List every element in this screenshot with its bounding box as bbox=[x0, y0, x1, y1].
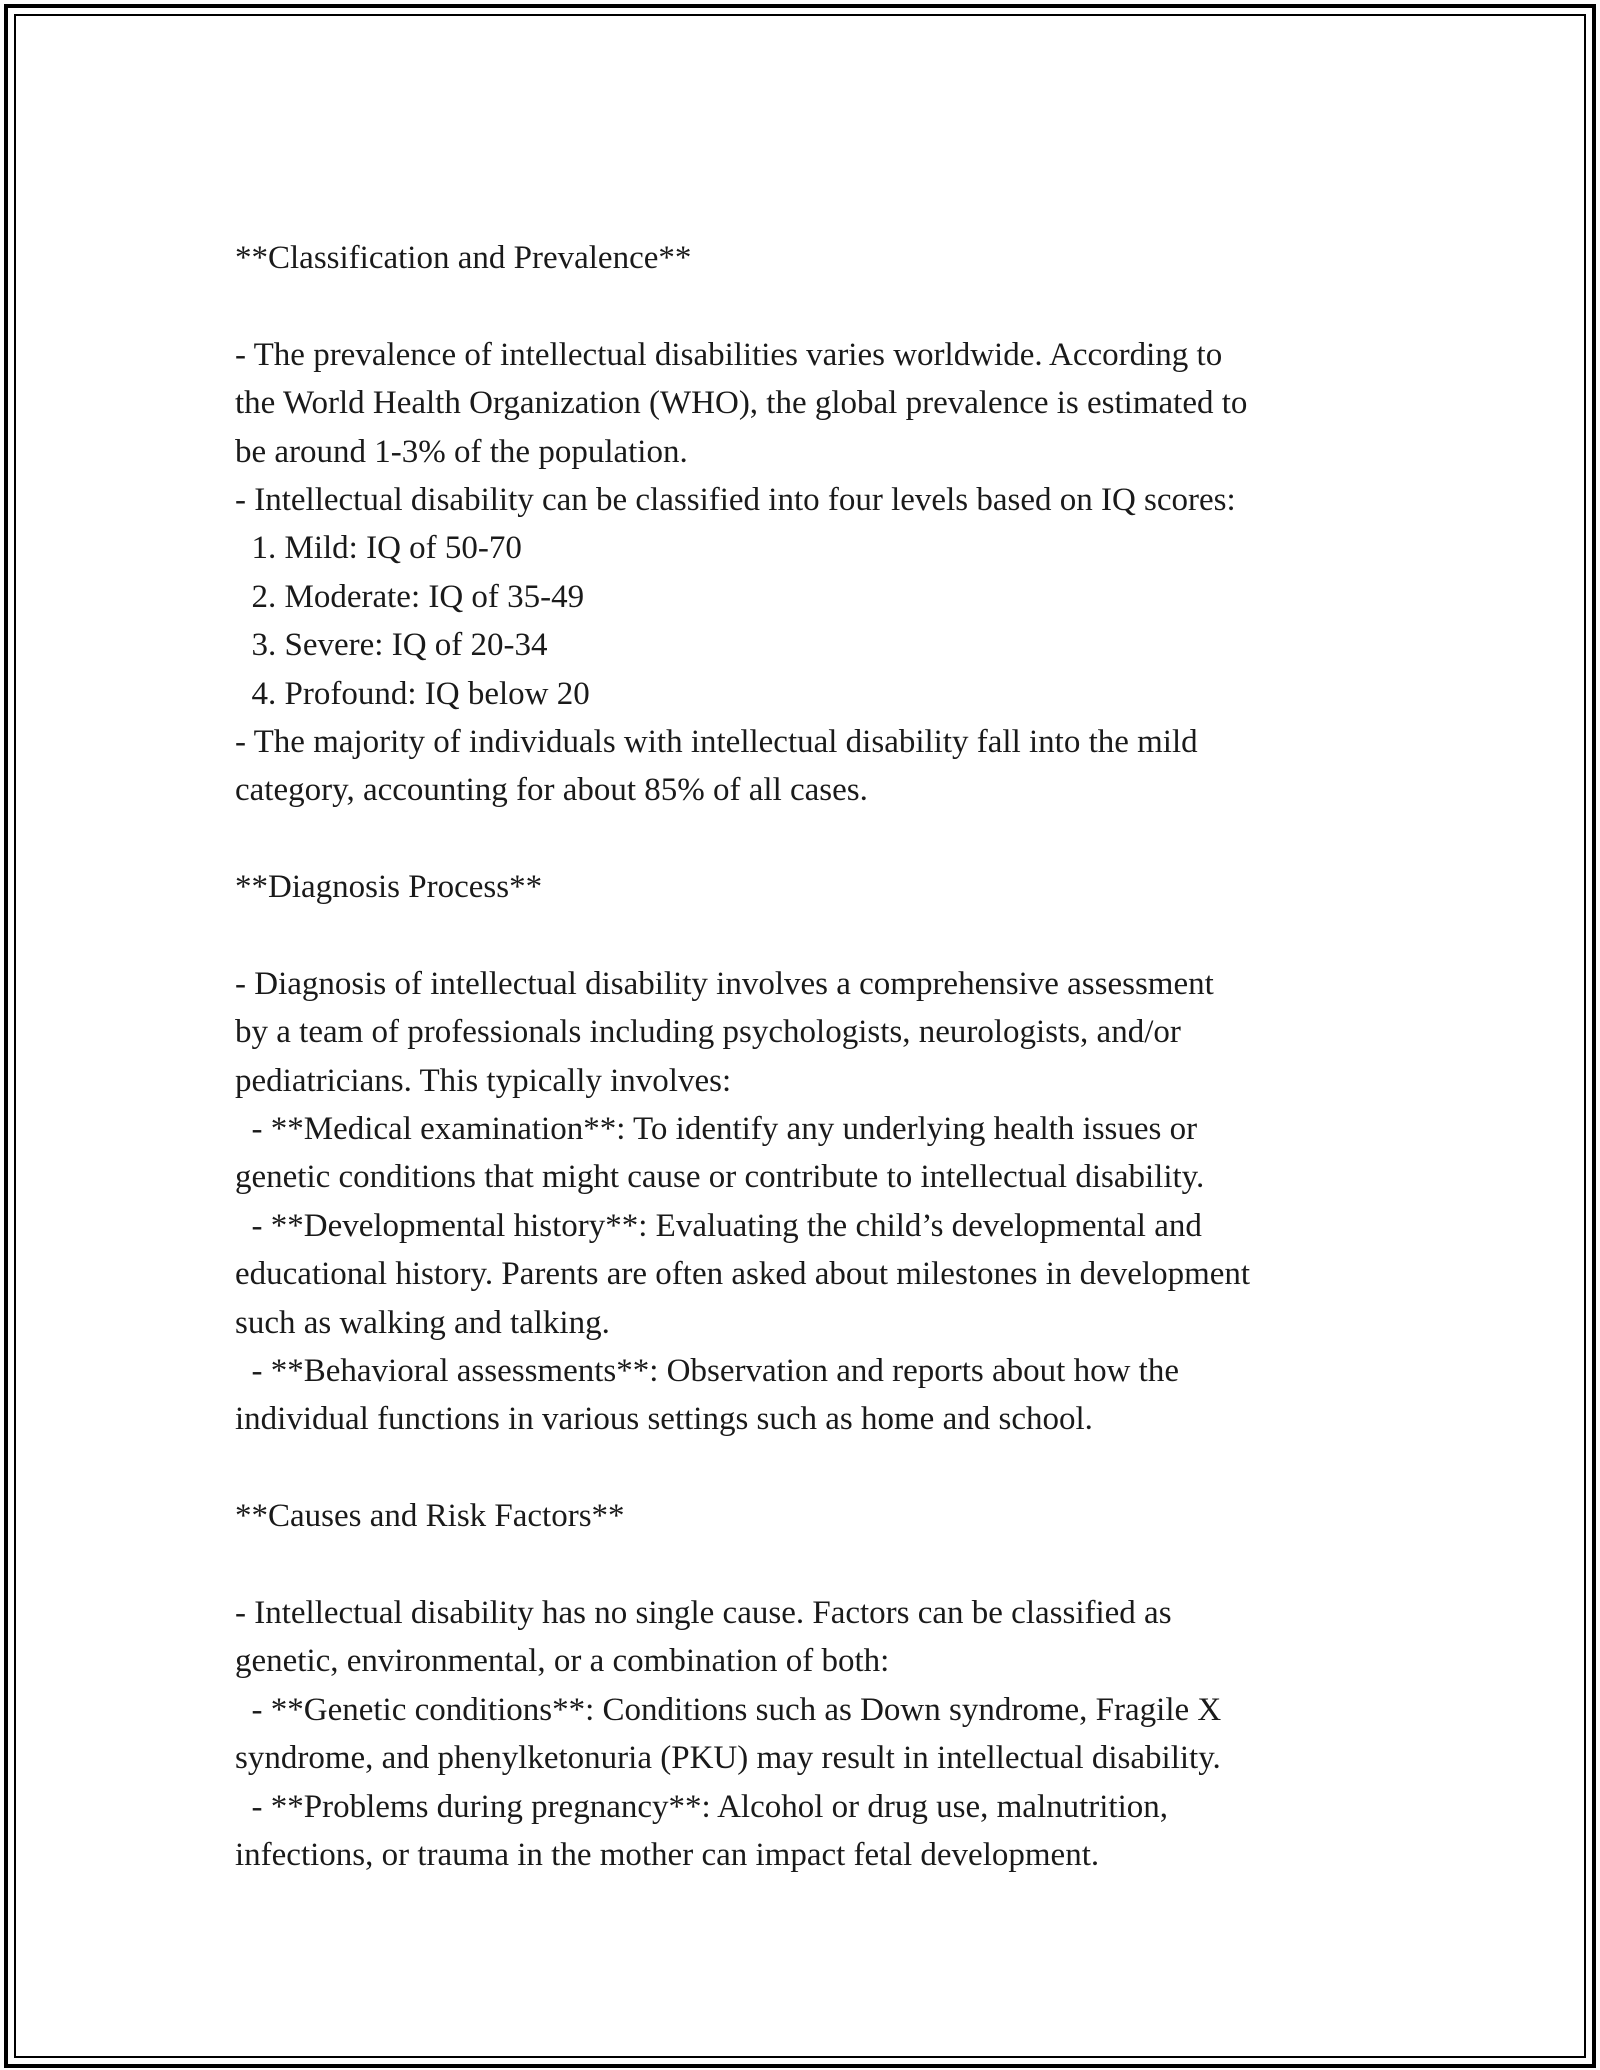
text-line: syndrome, and phenylketonuria (PKU) may result in intellectual disability. bbox=[235, 1740, 1221, 1777]
text-line: such as walking and talking. bbox=[235, 1304, 610, 1341]
spacer bbox=[235, 1541, 1395, 1589]
section-heading: **Diagnosis Process** bbox=[235, 869, 543, 906]
list-item: - **Genetic conditions**: Conditions such as Down syndrome, Fragile X bbox=[235, 1691, 1222, 1728]
list-item: 3. Severe: IQ of 20-34 bbox=[235, 627, 548, 664]
text-line: pediatricians. This typically involves: bbox=[235, 1062, 732, 1099]
text-line: category, accounting for about 85% of all cases. bbox=[235, 772, 868, 809]
list-item: - **Problems during pregnancy**: Alcohol or drug use, malnutrition, bbox=[235, 1788, 1169, 1825]
spacer bbox=[235, 911, 1395, 959]
section-heading: **Causes and Risk Factors** bbox=[235, 1498, 625, 1535]
text-line: genetic conditions that might cause or contribute to intellectual disability. bbox=[235, 1159, 1205, 1196]
spacer bbox=[235, 815, 1395, 863]
list-item: - **Medical examination**: To identify any underlying health issues or bbox=[235, 1111, 1198, 1148]
text-line: the World Health Organization (WHO), the global prevalence is estimated to bbox=[235, 385, 1248, 422]
text-line: be around 1-3% of the population. bbox=[235, 433, 688, 470]
document-body bbox=[235, 234, 1395, 1879]
text-line: educational history. Parents are often asked about milestones in development bbox=[235, 1256, 1251, 1293]
text-line: - Diagnosis of intellectual disability involves a comprehensive assessment bbox=[235, 965, 1214, 1002]
text-line: infections, or trauma in the mother can impact fetal development. bbox=[235, 1836, 1100, 1873]
text-line: individual functions in various settings such as home and school. bbox=[235, 1401, 1093, 1438]
text-line: - The majority of individuals with intellectual disability fall into the mild bbox=[235, 723, 1198, 760]
spacer bbox=[235, 1444, 1395, 1492]
list-item: 2. Moderate: IQ of 35-49 bbox=[235, 578, 585, 615]
text-line: by a team of professionals including psychologists, neurologists, and/or bbox=[235, 1014, 1181, 1051]
text-line: - The prevalence of intellectual disabilities varies worldwide. According to bbox=[235, 336, 1223, 373]
list-item: 4. Profound: IQ below 20 bbox=[235, 675, 590, 712]
list-item: - **Developmental history**: Evaluating the child’s developmental and bbox=[235, 1207, 1202, 1244]
text-line: - Intellectual disability has no single cause. Factors can be classified as bbox=[235, 1594, 1172, 1631]
list-item: 1. Mild: IQ of 50-70 bbox=[235, 530, 522, 567]
spacer bbox=[235, 282, 1395, 330]
text-line: - Intellectual disability can be classified into four levels based on IQ scores: bbox=[235, 481, 1236, 518]
section-heading: **Classification and Prevalence** bbox=[235, 240, 692, 276]
list-item: - **Behavioral assessments**: Observation and reports about how the bbox=[235, 1352, 1179, 1389]
text-line: genetic, environmental, or a combination of both: bbox=[235, 1643, 890, 1680]
